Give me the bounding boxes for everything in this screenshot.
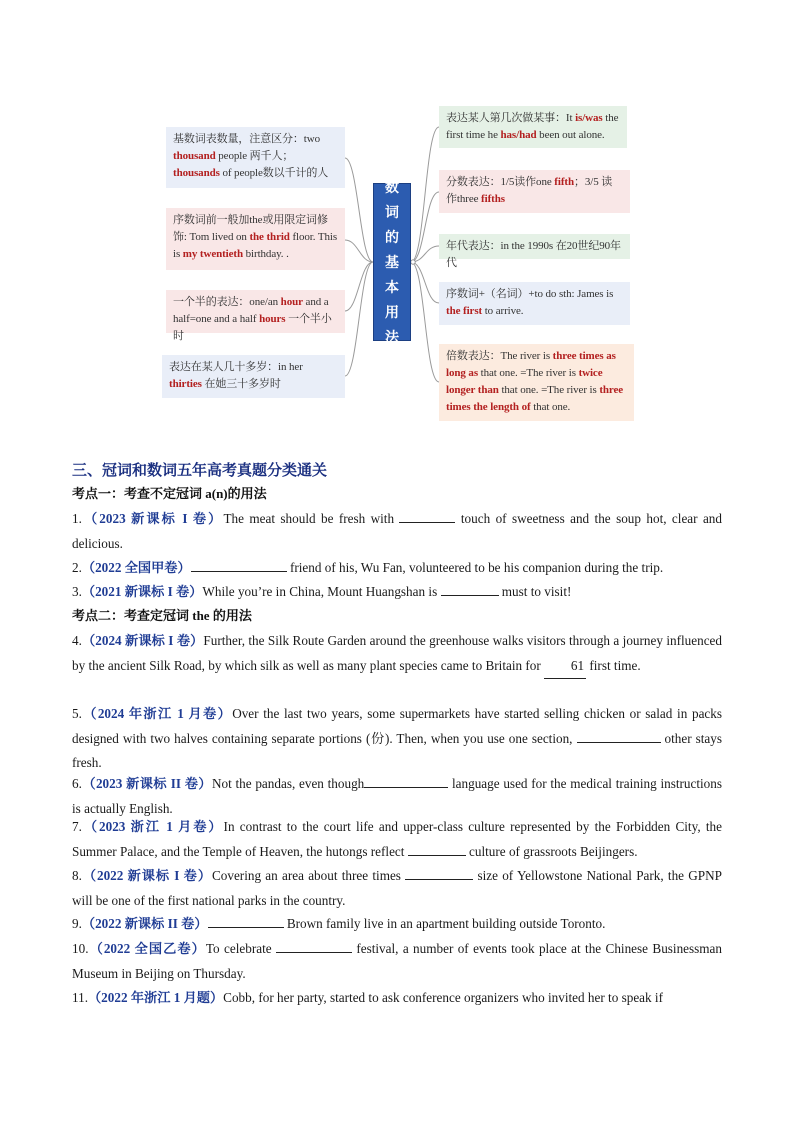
highlight-term: has/had <box>500 129 537 141</box>
node-text: 表达某人第几次做某事：It <box>446 112 576 124</box>
question-number: 9. <box>72 916 82 931</box>
highlight-term: the thrid <box>249 231 290 243</box>
node-text: 基数词表数量，注意区分：two <box>173 133 320 145</box>
question-source-tag: （2022 全国甲卷） <box>81 560 191 575</box>
question-text: Over the last two years, some supermarkets have started selling chicken or salad in packs designed with two halves containing separate portions (份). Then, when you use one section, <box>72 706 722 746</box>
question-number: 3. <box>72 584 82 599</box>
mind-map-right-node <box>439 344 634 421</box>
answer-blank[interactable] <box>399 509 455 523</box>
mind-map-right-node <box>439 282 630 325</box>
question-item <box>72 629 722 679</box>
highlight-term: three times the length of <box>446 384 624 413</box>
question-item <box>72 864 722 913</box>
question-text: Further, the Silk Route Garden around the greenhouse walks visitors through a journey influenced by the ancient Silk Road, by which silk as well as many plant species came to Britain for <box>72 633 723 673</box>
question-text: Covering an area about three times <box>211 868 406 883</box>
question-item <box>72 937 722 986</box>
highlight-term: twice longer than <box>446 367 603 396</box>
question-text: friend of his, Wu Fan, volunteered to be his companion during the trip. <box>286 560 664 575</box>
node-text: and a half=one and a half <box>173 296 329 325</box>
question-text: The meat should be fresh with <box>223 511 400 526</box>
section-heading: 三、冠词和数词五年高考真题分类通关 <box>72 463 328 479</box>
question-number: 7. <box>72 819 82 834</box>
node-text: to arrive. <box>482 305 524 317</box>
node-text: people 两千人； <box>215 150 294 162</box>
question-item <box>72 912 722 937</box>
question-item <box>72 507 722 556</box>
center-char: 法 <box>385 331 399 346</box>
highlight-term: the first <box>446 305 483 317</box>
node-text: 分数表达：1/5读作one <box>446 176 555 188</box>
highlight-term: thirties <box>169 378 202 390</box>
mind-map-center-node <box>373 181 411 346</box>
highlight-term: fifths <box>481 193 505 205</box>
question-text: festival, a number of events took place at the Chinese Businessman Museum in Beijing on Thursday. <box>72 941 722 981</box>
question-text: touch of sweetness and the soup hot, clear and delicious. <box>72 511 722 551</box>
question-item <box>72 815 722 864</box>
node-text: the first time he <box>446 112 619 141</box>
highlight-term: hours <box>259 313 286 325</box>
answer-blank[interactable] <box>441 582 499 596</box>
question-text: In contrast to the court life and upper-class culture represented by the Forbidden City, the Summer Palace, and the Temple of Heaven, the hutongs reflect <box>72 819 722 859</box>
question-number: 4. <box>72 633 82 648</box>
mind-map-left-node <box>166 208 345 270</box>
node-text: 倍数表达：The river is <box>446 350 553 362</box>
answer-blank[interactable] <box>405 866 473 880</box>
node-text: floor. This is <box>173 231 338 260</box>
question-text: other stays fresh. <box>72 730 722 770</box>
answer-blank[interactable] <box>577 729 661 743</box>
highlight-term: thousand <box>173 150 216 162</box>
question-text: language used for the medical training instructions is actually English. <box>72 776 722 816</box>
question-text: first time. <box>586 657 641 673</box>
question-source-tag: （2023 浙江 1 月卷） <box>81 819 224 834</box>
center-char: 用 <box>385 306 399 321</box>
answer-blank-numbered[interactable]: 61 <box>544 654 586 680</box>
node-text: birthday. . <box>243 248 289 260</box>
question-number: 6. <box>72 776 82 791</box>
question-text: must to visit! <box>498 584 572 599</box>
answer-blank[interactable] <box>276 939 352 953</box>
node-text: 一个半的表达：one/an <box>173 296 281 308</box>
question-text: Not the pandas, even though <box>211 776 365 791</box>
highlight-term: fifth <box>554 176 574 188</box>
question-item <box>72 556 722 581</box>
mind-map <box>0 0 794 440</box>
question-number: 2. <box>72 560 82 575</box>
exam-point-heading: 考点一：考查不定冠词 a(n)的用法 <box>72 486 267 501</box>
question-source-tag: （2024 新课标 I 卷） <box>81 633 204 648</box>
question-text: size of Yellowstone National Park, the GPNP will be one of the first national parks in the country. <box>72 868 722 908</box>
node-text: 序数词+（名词）+to do sth: James is <box>446 288 614 300</box>
mind-map-left-node <box>162 355 345 398</box>
question-number: 5. <box>72 706 82 721</box>
question-text: culture of grassroots Beijingers. <box>465 843 638 859</box>
answer-blank[interactable] <box>408 842 466 856</box>
exam-point-heading: 考点二：考查定冠词 the 的用法 <box>72 608 252 623</box>
answer-blank[interactable] <box>208 914 284 928</box>
node-text: that one. =The river is <box>498 384 600 396</box>
question-text: While you’re in China, Mount Huangshan is <box>202 584 441 599</box>
question-source-tag: （2021 新课标 I 卷） <box>81 584 203 599</box>
highlight-term: three times as long as <box>446 350 616 379</box>
mind-map-right-node <box>439 170 630 213</box>
node-text: 表达在某人几十多岁：in her <box>169 361 303 373</box>
question-item <box>72 580 722 605</box>
question-source-tag: （2023 新课标 I 卷） <box>81 511 224 526</box>
highlight-term: hour <box>280 296 303 308</box>
mind-map-right-node <box>439 106 627 148</box>
highlight-term: my twentieth <box>182 248 243 260</box>
node-text: ；3/5 读作three <box>446 176 613 205</box>
center-char: 数 <box>385 181 399 196</box>
question-number: 8. <box>72 868 82 883</box>
question-source-tag: （2022 全国乙卷） <box>88 941 206 956</box>
question-number: 1. <box>72 511 82 526</box>
question-item <box>72 702 722 776</box>
center-char: 基 <box>385 256 399 271</box>
mind-map-left-node <box>166 290 345 342</box>
mind-map-left-node <box>166 127 345 188</box>
question-source-tag: （2022 新课标 II 卷） <box>81 916 208 931</box>
center-char: 词 <box>385 206 399 221</box>
highlight-term: is/was <box>575 112 603 124</box>
question-text: To celebrate <box>205 941 276 956</box>
highlight-term: thousands <box>173 167 220 179</box>
question-number: 10. <box>72 941 89 956</box>
question-source-tag: （2022 年浙江 1 月题） <box>88 990 224 1005</box>
question-source-tag: （2022 新课标 I 卷） <box>81 868 212 883</box>
question-source-tag: （2023 新课标 II 卷） <box>81 776 212 791</box>
center-char: 本 <box>385 281 399 296</box>
question-text: Brown family live in an apartment building outside Toronto. <box>283 916 606 931</box>
node-text: 在她三十多岁时 <box>201 378 281 390</box>
node-text: been out alone. <box>536 129 605 141</box>
center-char: 的 <box>385 231 399 246</box>
node-text: that one. <box>530 401 571 413</box>
node-text: of people数以千计的人 <box>219 167 329 179</box>
mind-map-right-node <box>439 234 630 269</box>
question-number: 11. <box>72 990 88 1005</box>
node-text: that one. =The river is <box>478 367 579 379</box>
question-item <box>72 772 722 821</box>
node-text: 序数词前一般加the或用限定词修饰: Tom lived on <box>173 214 328 243</box>
question-text: Cobb, for her party, started to ask conference organizers who invited her to speak if <box>223 990 663 1005</box>
node-text: 年代表达：in the 1990s 在20世纪90年代 <box>446 240 621 269</box>
question-item <box>72 986 722 1011</box>
answer-blank[interactable] <box>191 558 287 572</box>
answer-blank[interactable] <box>364 774 448 788</box>
question-source-tag: （2024 年浙江 1 月卷） <box>81 706 233 721</box>
node-text: 一个半小时 <box>173 313 332 342</box>
